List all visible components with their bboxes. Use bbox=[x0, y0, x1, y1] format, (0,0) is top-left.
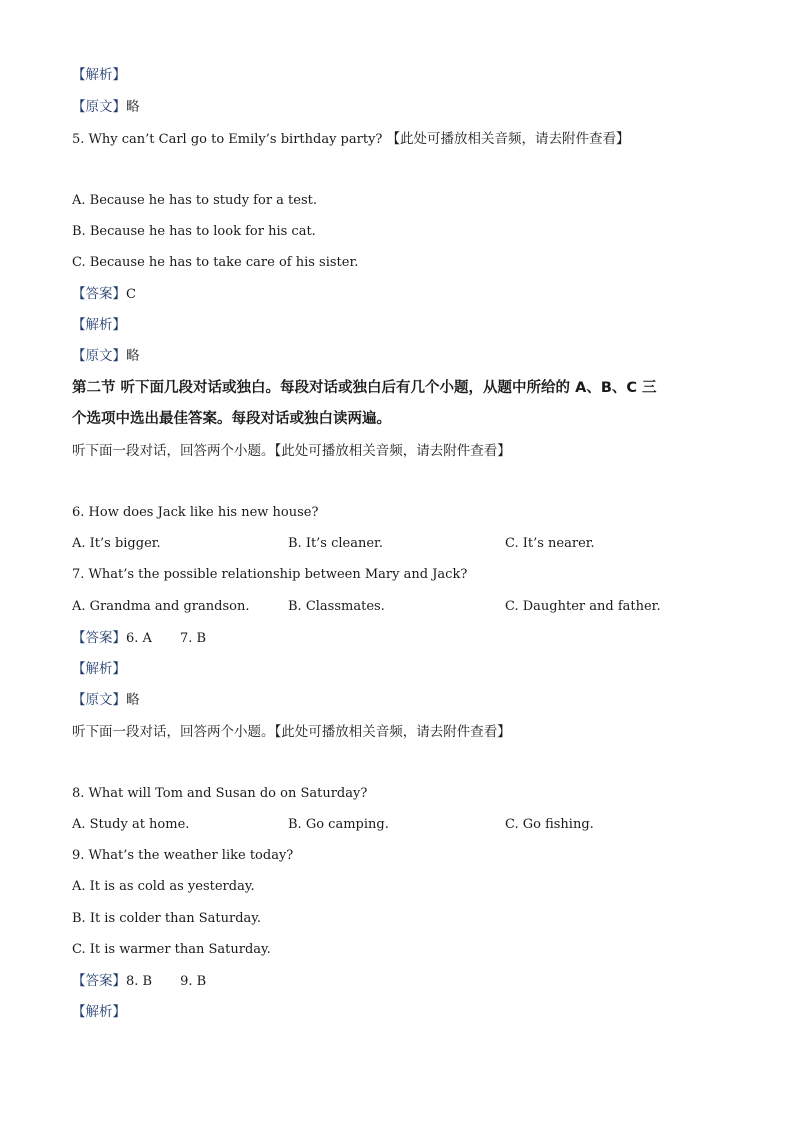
answer-value-8: 8. B bbox=[126, 974, 153, 989]
dialog-1-intro: 听下面一段对话，回答两个小题。【此处可播放相关音频，请去附件查看】 bbox=[72, 443, 511, 459]
question-5-text: 5. Why can’t Carl go to Emily’s birthday party? bbox=[72, 132, 383, 147]
question-9-option-c: C. It is warmer than Saturday. bbox=[72, 942, 271, 957]
question-9: 9. What’s the weather like today? bbox=[72, 848, 294, 863]
omitted-text: 略 bbox=[126, 692, 140, 708]
analysis-tag bbox=[72, 1003, 126, 1022]
section-2-heading-line-1: 第二节 听下面几段对话或独白。每段对话或独白后有几个小题，从题中所给的 A、B、C 三 bbox=[72, 380, 657, 396]
answer-value-9: 9. B bbox=[180, 974, 207, 989]
answer-line-6-7 bbox=[72, 629, 206, 648]
question-5-option-c: C. Because he has to take care of his sister. bbox=[72, 255, 359, 270]
analysis-label: 【解析】 bbox=[72, 317, 126, 333]
question-6-option-c: C. It’s nearer. bbox=[505, 536, 595, 551]
answer-label: 【答案】 bbox=[72, 286, 126, 302]
analysis-label: 【解析】 bbox=[72, 1004, 126, 1020]
original-text-line bbox=[72, 98, 140, 117]
question-9-option-b: B. It is colder than Saturday. bbox=[72, 911, 262, 926]
question-7-option-c: C. Daughter and father. bbox=[505, 599, 661, 614]
dialog-2-intro: 听下面一段对话，回答两个小题。【此处可播放相关音频，请去附件查看】 bbox=[72, 724, 511, 740]
original-text-line bbox=[72, 347, 140, 366]
original-text-line bbox=[72, 691, 140, 710]
question-5-option-b: B. Because he has to look for his cat. bbox=[72, 224, 316, 239]
question-7: 7. What’s the possible relationship between Mary and Jack? bbox=[72, 567, 468, 582]
question-7-option-a: A. Grandma and grandson. bbox=[72, 599, 250, 614]
question-8: 8. What will Tom and Susan do on Saturday? bbox=[72, 786, 368, 801]
omitted-text: 略 bbox=[126, 348, 140, 364]
question-5-option-a: A. Because he has to study for a test. bbox=[72, 193, 317, 208]
original-label: 【原文】 bbox=[72, 348, 126, 364]
question-9-option-a: A. It is as cold as yesterday. bbox=[72, 879, 255, 894]
question-8-option-a: A. Study at home. bbox=[72, 817, 190, 832]
answer-value: C bbox=[126, 287, 136, 302]
analysis-label: 【解析】 bbox=[72, 67, 126, 83]
question-8-option-b: B. Go camping. bbox=[288, 817, 389, 832]
section-2-heading-line-2: 个选项中选出最佳答案。每段对话或独白读两遍。 bbox=[72, 411, 391, 427]
answer-label: 【答案】 bbox=[72, 973, 126, 989]
answer-line-8-9 bbox=[72, 972, 206, 991]
original-label: 【原文】 bbox=[72, 99, 126, 115]
answer-line-5 bbox=[72, 285, 136, 304]
question-6-option-a: A. It’s bigger. bbox=[72, 536, 161, 551]
original-label: 【原文】 bbox=[72, 692, 126, 708]
answer-label: 【答案】 bbox=[72, 630, 126, 646]
analysis-tag bbox=[72, 66, 126, 85]
question-7-option-b: B. Classmates. bbox=[288, 599, 385, 614]
analysis-label: 【解析】 bbox=[72, 661, 126, 677]
answer-value-6: 6. A bbox=[126, 631, 152, 646]
omitted-text: 略 bbox=[126, 99, 140, 115]
question-6: 6. How does Jack like his new house? bbox=[72, 505, 319, 520]
analysis-tag bbox=[72, 660, 126, 679]
question-5 bbox=[72, 130, 630, 149]
analysis-tag bbox=[72, 316, 126, 335]
question-6-option-b: B. It’s cleaner. bbox=[288, 536, 383, 551]
audio-note[interactable]: 【此处可播放相关音频，请去附件查看】 bbox=[386, 131, 630, 147]
question-8-option-c: C. Go fishing. bbox=[505, 817, 594, 832]
answer-value-7: 7. B bbox=[179, 631, 207, 646]
